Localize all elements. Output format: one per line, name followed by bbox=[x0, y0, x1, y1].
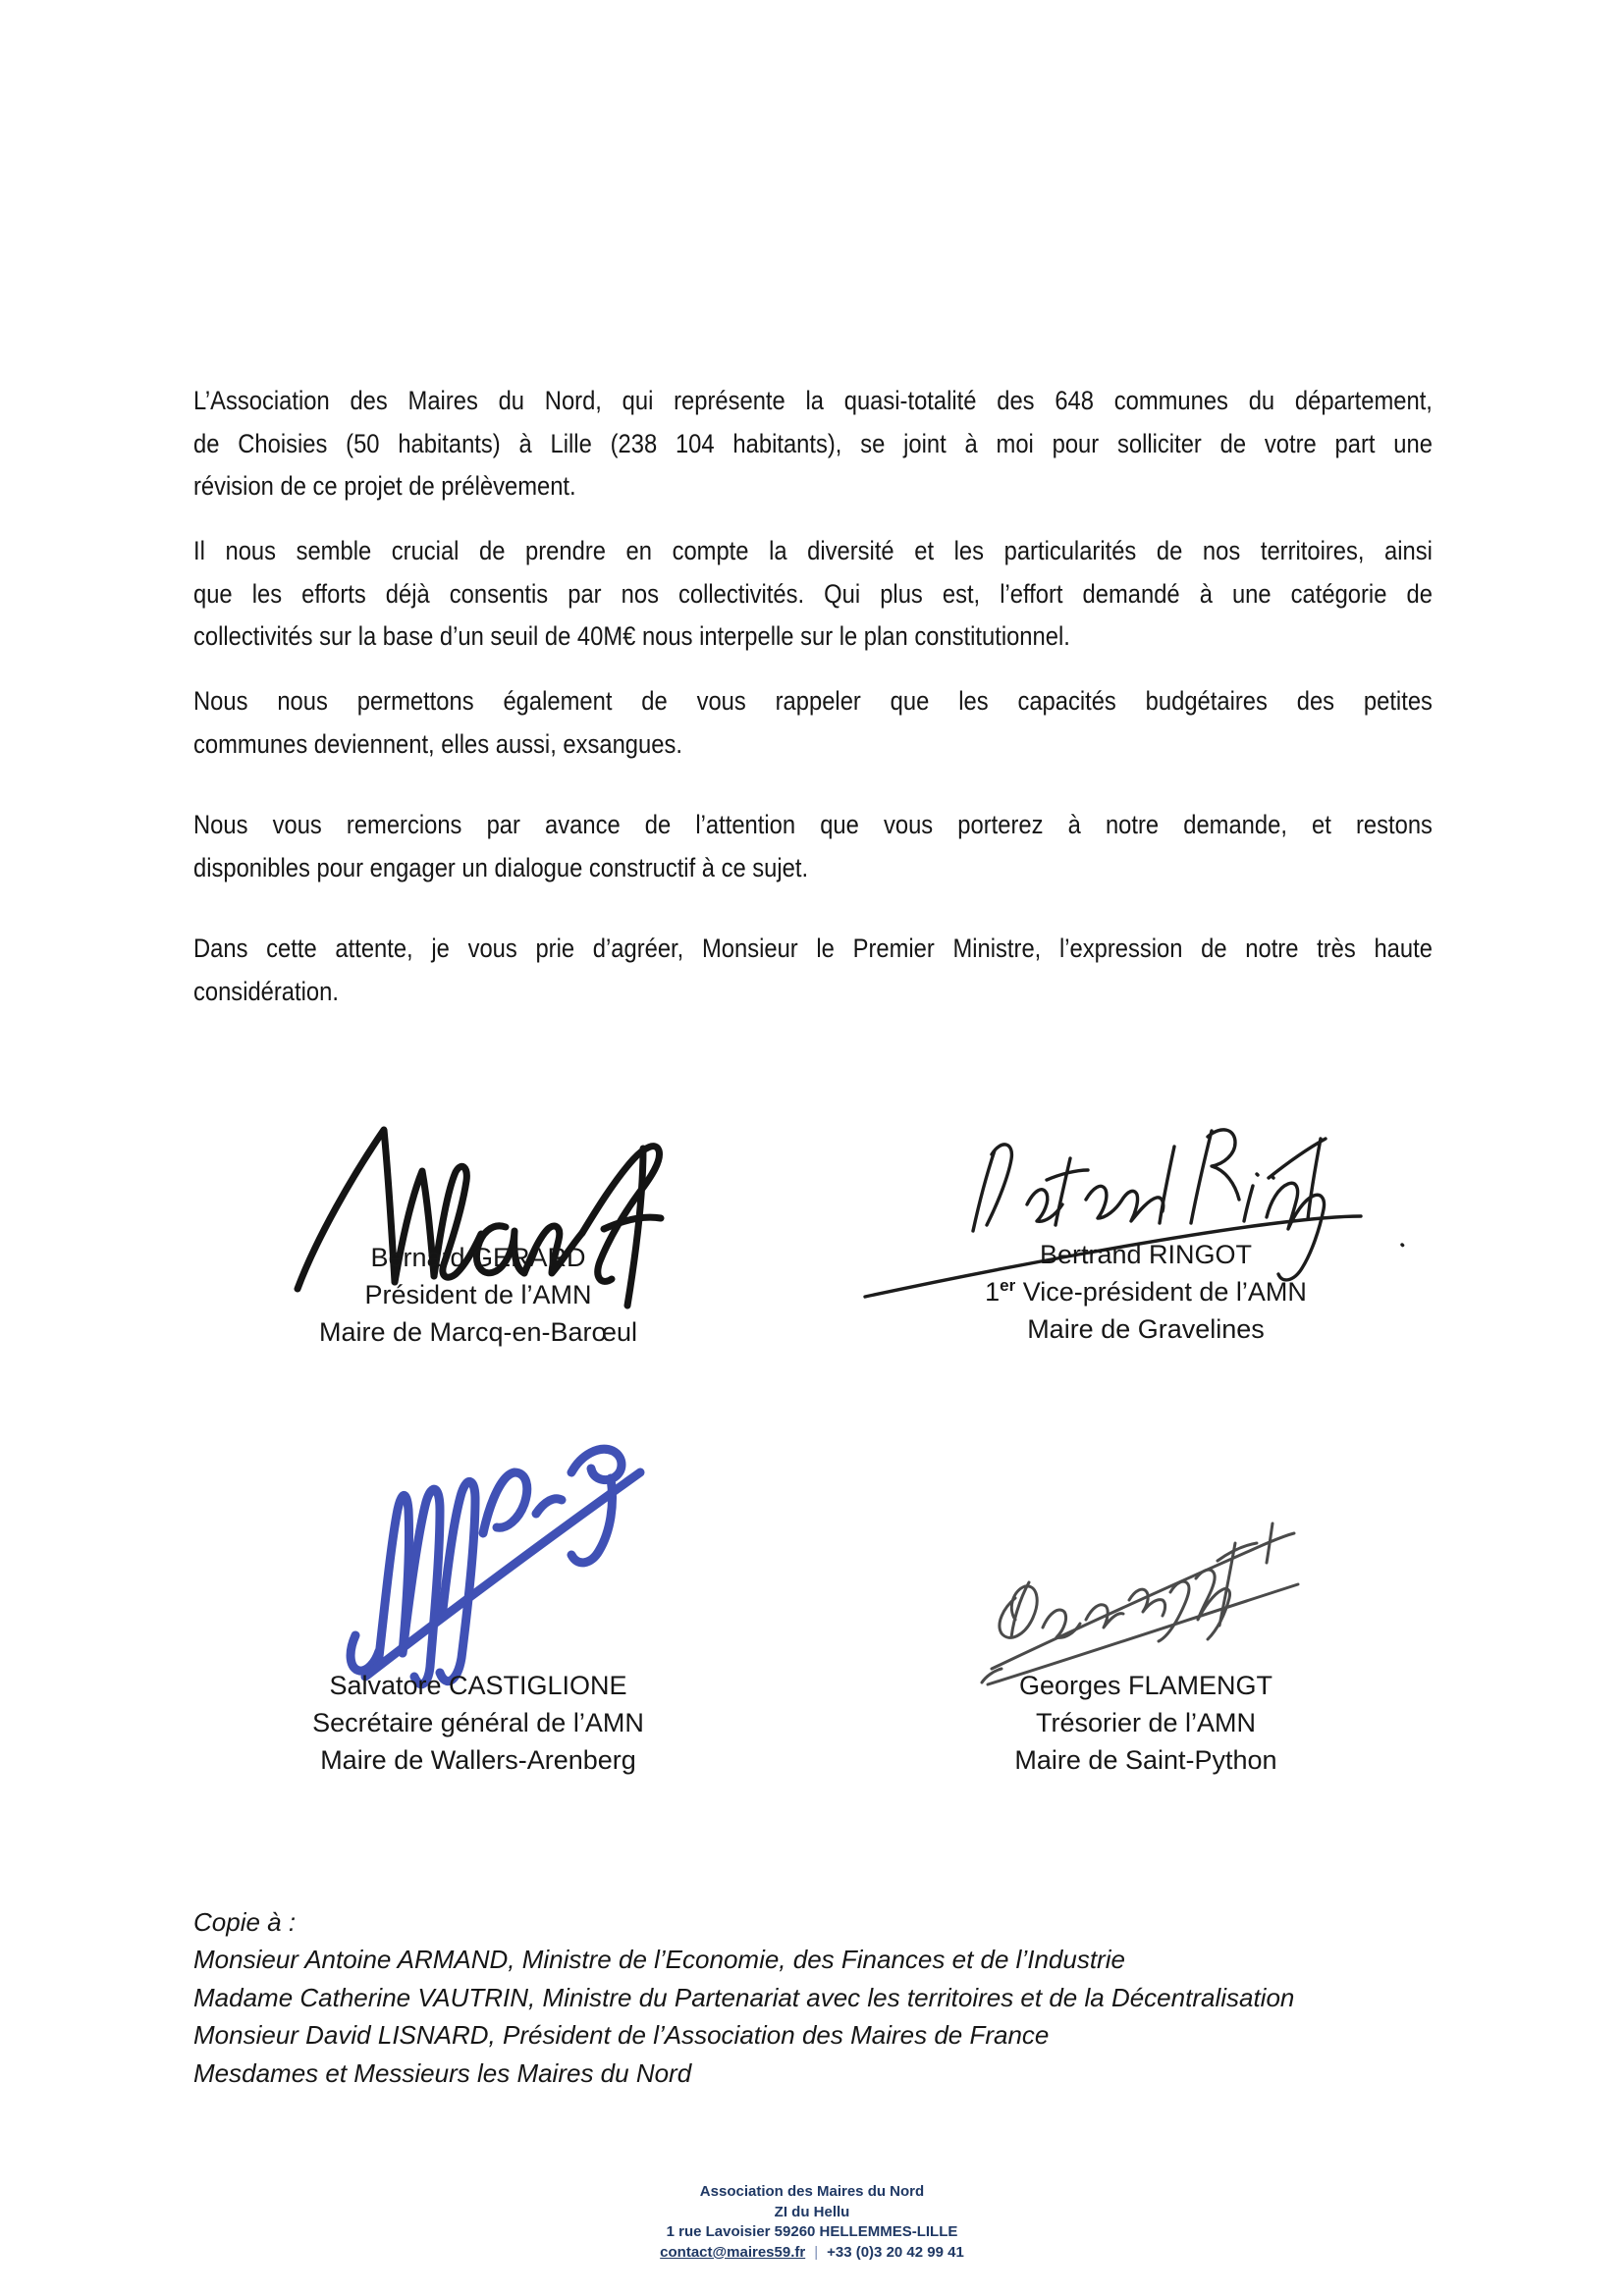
signatory-name: Salvatore CASTIGLIONE bbox=[329, 1671, 627, 1700]
body-line: que les efforts déjà consentis par nos collectivités. Qui plus est, l’effort demandé à une catégorie de bbox=[193, 578, 1433, 609]
signature-block bbox=[193, 1239, 763, 1351]
signatory-name: Georges FLAMENGT bbox=[1018, 1671, 1273, 1700]
footer-address-1: ZI du Hellu bbox=[774, 2203, 850, 2220]
body-line: de Choisies (50 habitants) à Lille (238 104 habitants), se joint à moi pour solliciter de votre part une bbox=[193, 428, 1433, 458]
email-link[interactable]: contact@maires59.fr bbox=[660, 2243, 806, 2261]
signatory-name: Bernard GERARD bbox=[370, 1243, 586, 1272]
body-line: Nous nous permettons également de vous rappeler que les capacités budgétaires des petites bbox=[193, 686, 1433, 716]
signature-block bbox=[861, 1236, 1431, 1348]
footer-address-2: 1 rue Lavoisier 59260 HELLEMMES-LILLE bbox=[666, 2223, 958, 2241]
body-line: considération. bbox=[193, 976, 339, 1006]
body-line: Dans cette attente, je vous prie d’agréer, Monsieur le Premier Ministre, l’expression de notre très haute bbox=[193, 934, 1433, 963]
signatory-name: Bertrand RINGOT bbox=[1039, 1240, 1253, 1269]
copy-recipient: Madame Catherine VAUTRIN, Ministre du Partenariat avec les territoires et de la Décentralisation bbox=[193, 1982, 1295, 2012]
signatory-title: Secrétaire général de l’AMN bbox=[312, 1708, 644, 1737]
signature-salvatore-castiglione bbox=[351, 1449, 640, 1683]
signatory-commune: Maire de Marcq-en-Barœul bbox=[318, 1317, 638, 1347]
body-line: révision de ce projet de prélèvement. bbox=[193, 471, 576, 501]
footer-phone: +33 (0)3 20 42 99 41 bbox=[827, 2243, 964, 2261]
body-line: disponibles pour engager un dialogue constructif à ce sujet. bbox=[193, 852, 809, 882]
signatory-commune: Maire de Saint-Python bbox=[1014, 1745, 1277, 1775]
signatory-title: Trésorier de l’AMN bbox=[1035, 1708, 1257, 1737]
signature-georges-flamengt bbox=[982, 1523, 1298, 1684]
signature-block bbox=[193, 1667, 763, 1779]
signatory-title: 1er Vice-président de l’AMN bbox=[985, 1276, 1307, 1307]
copy-label: Copie à : bbox=[193, 1907, 297, 1937]
body-line: collectivités sur la base d’un seuil de 40M€ nous interpelle sur le plan constitutionnel. bbox=[193, 621, 1070, 651]
ordinal-superscript: er bbox=[1000, 1276, 1016, 1295]
footer-separator: | bbox=[814, 2243, 819, 2261]
signatory-commune: Maire de Gravelines bbox=[1027, 1314, 1265, 1344]
copy-recipient: Mesdames et Messieurs les Maires du Nord bbox=[193, 2057, 692, 2088]
copy-section bbox=[193, 1903, 1470, 2092]
copy-recipient: Monsieur Antoine ARMAND, Ministre de l’Economie, des Finances et de l’Industrie bbox=[193, 1945, 1125, 1975]
footer-contact bbox=[0, 2243, 1624, 2264]
body-line: Il nous semble crucial de prendre en compte la diversité et les particularités de nos territoires, ainsi bbox=[193, 536, 1433, 565]
signatory-title: Président de l’AMN bbox=[364, 1280, 592, 1309]
signature-block bbox=[861, 1667, 1431, 1779]
body-line: L’Association des Maires du Nord, qui représente la quasi-totalité des 648 communes du département, bbox=[193, 386, 1433, 415]
copy-recipient: Monsieur David LISNARD, Président de l’Association des Maires de France bbox=[193, 2020, 1050, 2051]
footer bbox=[0, 2182, 1624, 2263]
body-line: communes deviennent, elles aussi, exsangues. bbox=[193, 728, 682, 759]
body-line: Nous vous remercions par avance de l’attention que vous porterez à notre demande, et restons bbox=[193, 810, 1433, 839]
signatory-commune: Maire de Wallers-Arenberg bbox=[320, 1745, 636, 1775]
footer-org: Association des Maires du Nord bbox=[699, 2183, 925, 2200]
